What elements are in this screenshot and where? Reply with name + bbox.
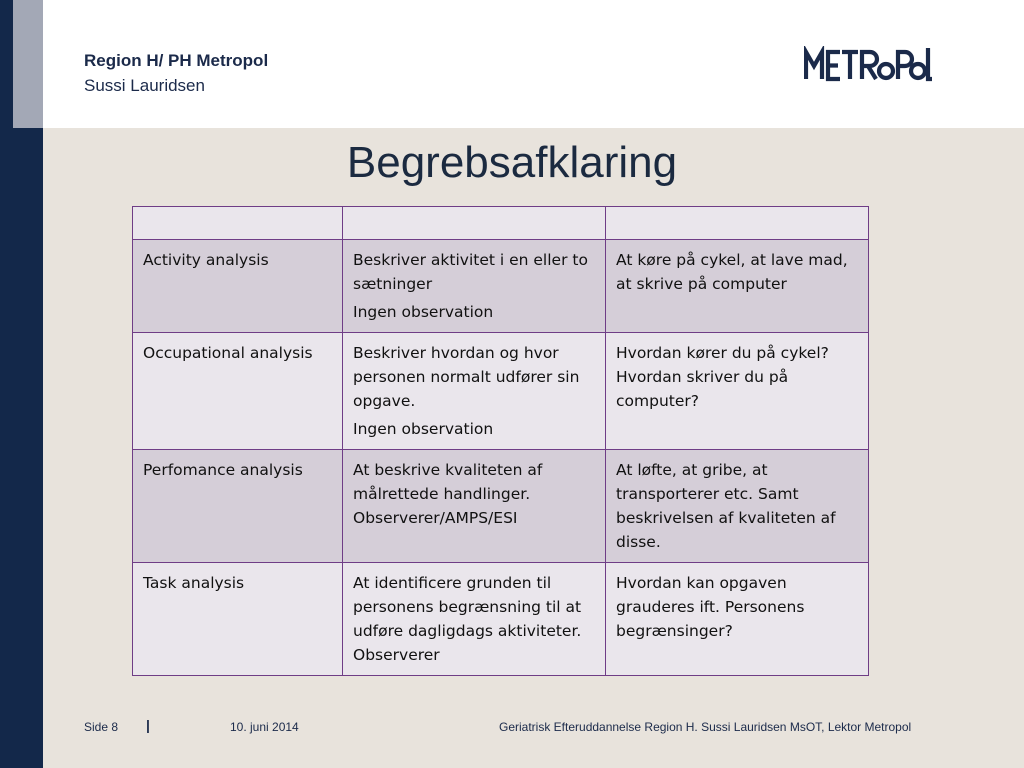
- example-text: Hvordan kan opgaven grauderes ift. Personens begrænsinger?: [616, 574, 805, 640]
- example-cell: [606, 333, 869, 450]
- footer-credit: Geriatrisk Efteruddannelse Region H. Sussi Lauridsen MsOT, Lektor Metropol: [499, 720, 912, 734]
- description-text: At identificere grunden til personens begrænsning til at udføre dagligdags aktiviteter. Observerer: [353, 574, 582, 664]
- example-cell: [606, 563, 869, 676]
- description-cell: [343, 450, 606, 563]
- term-cell: Activity analysis: [133, 240, 343, 333]
- description-text: Beskriver aktivitet i en eller to sætninger: [353, 251, 588, 293]
- example-cell: [606, 450, 869, 563]
- term-cell: Perfomance analysis: [133, 450, 343, 563]
- description-text: Ingen observation: [353, 420, 494, 438]
- example-text: At løfte, at gribe, at transporterer etc. Samt beskrivelsen af kvaliteten af disse.: [616, 461, 836, 551]
- author-name: Sussi Lauridsen: [84, 76, 205, 95]
- table-row: [133, 240, 869, 333]
- description-cell: [343, 563, 606, 676]
- footer-separator: |: [146, 717, 150, 733]
- table-row: [133, 450, 869, 563]
- description-cell: [343, 333, 606, 450]
- page-number: Side 8: [84, 720, 119, 734]
- table-header-row: [133, 207, 869, 240]
- description-text: Ingen observation: [353, 303, 494, 321]
- table-header-cell: [133, 207, 343, 240]
- table-row: [133, 333, 869, 450]
- example-text: At køre på cykel, at lave mad, at skrive på computer: [616, 251, 848, 293]
- organization-name: Region H/ PH Metropol: [84, 51, 269, 70]
- sidebar-accent: [13, 0, 43, 128]
- slide-title: Begrebsafklaring: [346, 138, 678, 187]
- description-cell: [343, 240, 606, 333]
- table-row: [133, 563, 869, 676]
- term-cell: Occupational analysis: [133, 333, 343, 450]
- example-cell: [606, 240, 869, 333]
- metropol-logo: [804, 46, 932, 82]
- description-text: At beskrive kvaliteten af målrettede handlinger. Observerer/AMPS/ESI: [353, 461, 543, 527]
- concept-table: [132, 206, 869, 676]
- table-header-cell: [343, 207, 606, 240]
- term-cell: Task analysis: [133, 563, 343, 676]
- description-text: Beskriver hvordan og hvor personen normalt udfører sin opgave.: [353, 344, 580, 410]
- table-header-cell: [606, 207, 869, 240]
- footer-date: 10. juni 2014: [230, 720, 299, 734]
- example-text: Hvordan kører du på cykel? Hvordan skriver du på computer?: [616, 344, 829, 410]
